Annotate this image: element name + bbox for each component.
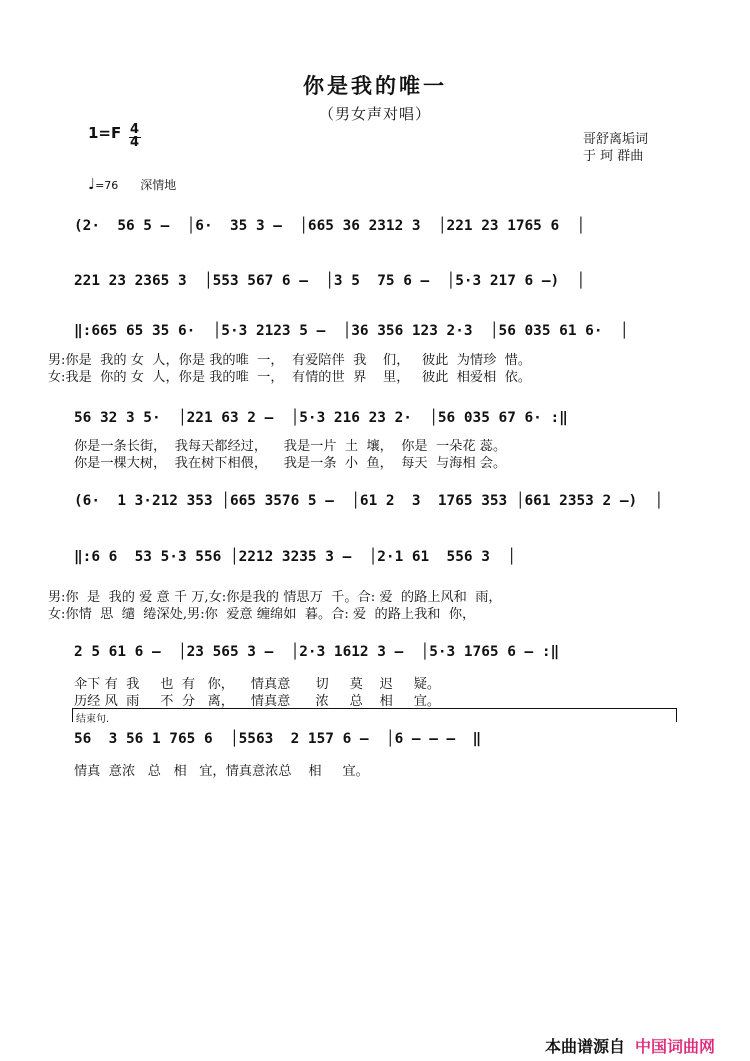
source-watermark — [545, 1034, 715, 1057]
time-signature-bottom: 4 — [130, 135, 140, 150]
lyricist-credit: 哥舒离垢词 — [583, 132, 649, 147]
ending-bracket-right — [676, 708, 677, 722]
score-system-4: 56 32 3 5· │221 63 2 – │5·3 216 23 2· │56 035 67 6· :‖ — [74, 410, 568, 426]
lyric-text: 你是 我的 女 人，你是 我的唯 一， 有爱陪伴 我 们， 彼此 为情珍 惜。 — [65, 353, 532, 368]
singer-label: 男: — [48, 590, 66, 605]
score-system-8: 56 3 56 1 765 6 │5563 2 157 6 – │6 – – – ‖ — [74, 731, 482, 747]
score-system-7: 2 5 61 6 – │23 565 3 – │2·3 1612 3 – │5·3 1765 6 – :‖ — [74, 644, 560, 660]
singer-label: 女: — [48, 607, 66, 622]
lyric-line: 历经 风 雨 不 分 离， 情真意 浓 总 相 宜。 — [74, 694, 441, 709]
lyric-line: 你是一棵大树， 我在树下相偎， 我是一条 小 鱼， 每天 与海相 会。 — [74, 456, 507, 471]
lyric-line: 情真 意浓 总 相 宜，情真意浓总 相 宜。 — [74, 764, 369, 779]
ending-bracket — [72, 708, 676, 709]
lyric-line — [48, 603, 475, 622]
lyric-text: 我是 你的 女 人，你是 我的唯 一， 有情的世 界 里， 彼此 相爱相 依。 — [65, 370, 532, 385]
song-title: 你是我的唯一 — [303, 73, 447, 98]
tempo-marking — [88, 175, 176, 193]
ending-label: 结束句. — [76, 714, 110, 725]
score-system-6: ‖:6 6 53 5·3 556 │2212 3235 3 – │2·1 61 556 3 │ — [74, 549, 516, 565]
lyric-line: 伞下 有 我 也 有 你， 情真意 切 莫 迟 疑。 — [74, 677, 441, 692]
tempo-bpm: =76 — [95, 179, 119, 192]
tempo-mood: 深情地 — [140, 178, 177, 192]
score-system-5: (6· 1 3·212 353 │665 3576 5 – │61 2 3 1765 353 │661 2353 2 –) │ — [74, 493, 664, 509]
score-system-3: ‖:665 65 35 6· │5·3 2123 5 – │36 356 123 2·3 │56 035 61 6· │ — [74, 323, 629, 339]
key-signature: 1=F — [88, 124, 122, 142]
ending-bracket-left — [72, 708, 73, 722]
lyric-text: 你 是 我的 爱 意 千 万,女:你是我的 情思万 千。合: 爱 的路上风和 雨， — [65, 590, 502, 605]
source-site-link[interactable]: 中国词曲网 — [635, 1037, 716, 1056]
song-subtitle: （男女声对唱） — [318, 105, 431, 123]
lyric-text: 你情 思 缱 绻深处,男:你 爱意 缠绵如 暮。合: 爱 的路上我和 你， — [65, 607, 476, 622]
score-system-2: 221 23 2365 3 │553 567 6 – │3 5 75 6 – │5·3 217 6 –) │ — [74, 273, 586, 289]
score-system-1: (2· 56 5 – │6· 35 3 – │665 36 2312 3 │221 23 1765 6 │ — [74, 218, 586, 234]
lyric-line: 你是一条长街， 我每天都经过， 我是一片 土 壤， 你是 一朵花 蕊。 — [74, 439, 507, 454]
source-label: 本曲谱源自 — [545, 1037, 626, 1056]
lyric-line — [48, 366, 531, 385]
composer-credit: 于 珂 群曲 — [583, 149, 644, 164]
singer-label: 女: — [48, 370, 66, 385]
singer-label: 男: — [48, 353, 66, 368]
quarter-note-icon: ♩ — [88, 175, 96, 193]
time-signature-top: 4 — [130, 122, 140, 137]
